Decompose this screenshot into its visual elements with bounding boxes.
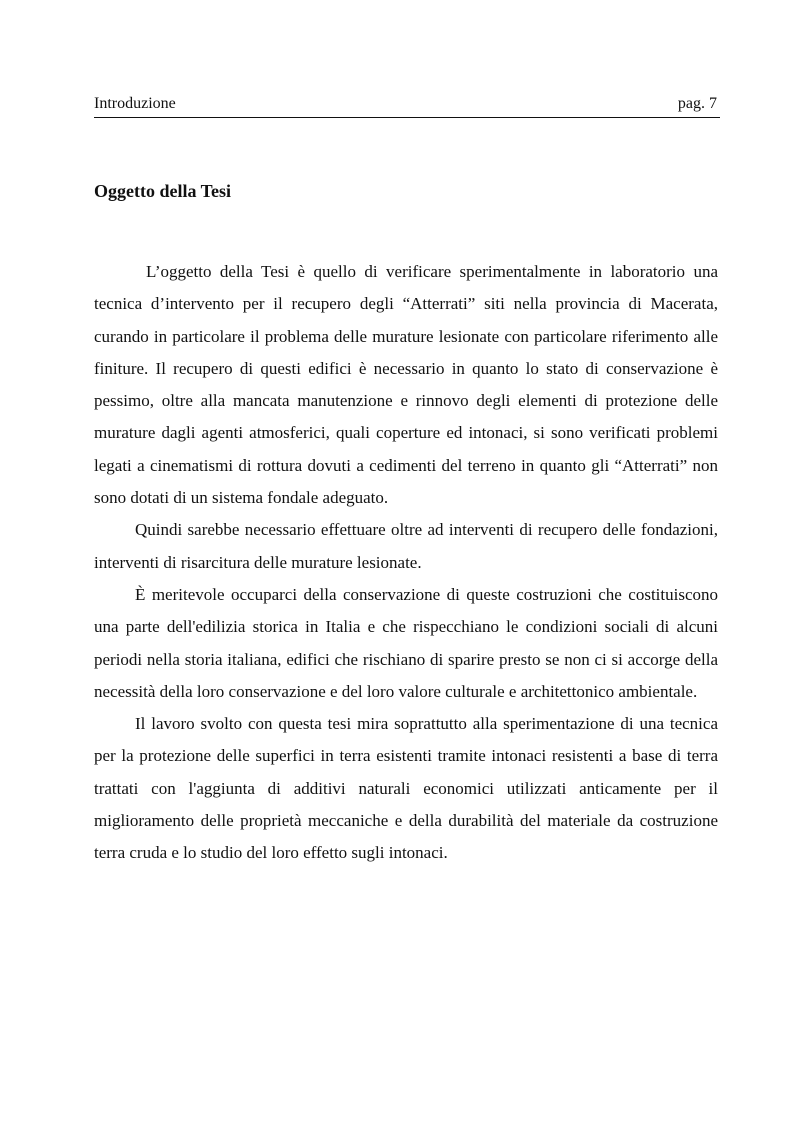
body-text [94, 256, 718, 870]
paragraph: Quindi sarebbe necessario effettuare oltre ad interventi di recupero delle fondazioni, interventi di risarcitura delle murature lesionate. [94, 520, 718, 572]
header-section-name: Introduzione [94, 95, 176, 112]
paragraph: L’oggetto della Tesi è quello di verificare sperimentalmente in laboratorio una tecnica d’intervento per il recupero degli “Atterrati” siti nella provincia di Macerata, curando in particolare il problema delle murature lesionate con particolare riferimento alle finiture. Il recupero di questi edifici è necessario in quanto lo stato di conservazione è pessimo, oltre alla mancata manutenzione e rinnovo degli elementi di protezione delle murature dagli agenti atmosferici, quali coperture ed intonaci, si sono verificati problemi legati a cinematismi di rottura dovuti a cedimenti del terreno in quanto gli “Atterrati” non sono dotati di un sistema fondale adeguato. [94, 262, 718, 508]
paragraph: Il lavoro svolto con questa tesi mira soprattutto alla sperimentazione di una tecnica per la protezione delle superfici in terra esistenti tramite intonaci resistenti a base di terra trattati con l'aggiunta di additivi naturali economici utilizzati anticamente per il miglioramento delle proprietà meccaniche e della durabilità del materiale da costruzione terra cruda e lo studio del loro effetto sugli intonaci. [94, 714, 718, 863]
paragraph: È meritevole occuparci della conservazione di queste costruzioni che costituiscono una parte dell'edilizia storica in Italia e che rispecchiano le condizioni sociali di alcuni periodi nella storia italiana, edifici che rischiano di sparire presto se non ci si accorge della necessità della loro conservazione e del loro valore culturale e architettonico ambientale. [94, 584, 718, 701]
page-number: pag. 7 [677, 95, 717, 112]
running-header [94, 93, 720, 118]
section-title: Oggetto della Tesi [94, 181, 232, 201]
